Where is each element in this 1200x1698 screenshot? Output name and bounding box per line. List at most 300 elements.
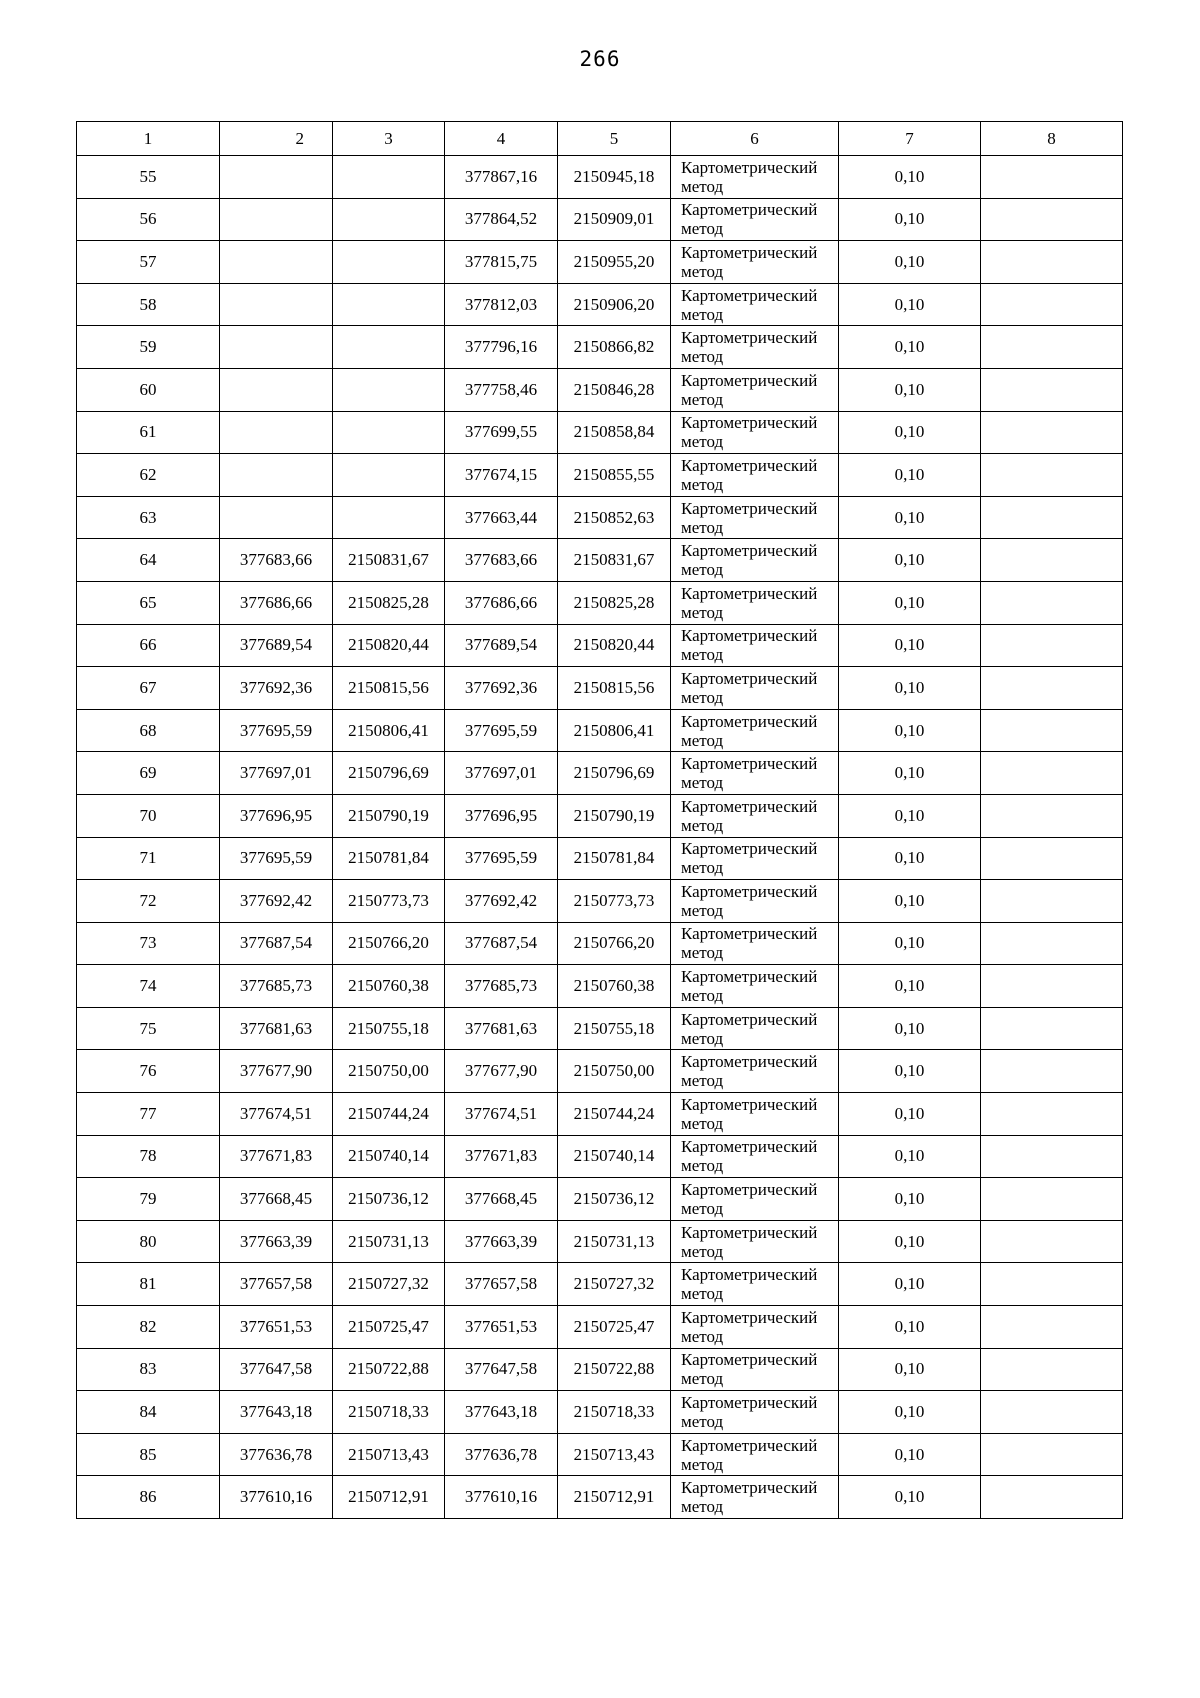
y-new-cell: 2150858,84 [558,411,671,454]
x-old-cell [220,283,333,326]
point-number-cell: 62 [77,454,220,497]
table-row [77,794,1123,837]
y-old-cell: 2150713,43 [333,1433,445,1476]
point-number-cell: 85 [77,1433,220,1476]
note-cell [981,496,1123,539]
point-number-cell: 66 [77,624,220,667]
page-number: 266 [579,47,621,71]
point-number-cell: 67 [77,667,220,710]
y-new-cell: 2150727,32 [558,1263,671,1306]
y-old-cell [333,198,445,241]
point-number-cell: 70 [77,794,220,837]
y-old-cell: 2150712,91 [333,1476,445,1519]
note-cell [981,411,1123,454]
y-old-cell: 2150718,33 [333,1391,445,1434]
y-old-cell [333,241,445,284]
y-old-cell: 2150731,13 [333,1220,445,1263]
method-cell: Картометрический метод [671,1050,839,1093]
x-new-cell: 377815,75 [445,241,558,284]
x-old-cell: 377636,78 [220,1433,333,1476]
point-number-cell: 71 [77,837,220,880]
method-cell: Картометрический метод [671,1093,839,1136]
table-row [77,1348,1123,1391]
point-number-cell: 72 [77,880,220,923]
accuracy-cell: 0,10 [839,241,981,284]
point-number-cell: 86 [77,1476,220,1519]
y-old-cell [333,156,445,199]
method-cell: Картометрический метод [671,454,839,497]
y-old-cell: 2150722,88 [333,1348,445,1391]
x-old-cell: 377685,73 [220,965,333,1008]
y-old-cell: 2150750,00 [333,1050,445,1093]
y-old-cell: 2150744,24 [333,1093,445,1136]
point-number-cell: 78 [77,1135,220,1178]
point-number-cell: 55 [77,156,220,199]
note-cell [981,1476,1123,1519]
accuracy-cell: 0,10 [839,965,981,1008]
x-new-cell: 377695,59 [445,837,558,880]
x-old-cell [220,454,333,497]
coordinates-table [76,121,1123,1519]
note-cell [981,965,1123,1008]
table-row [77,965,1123,1008]
column-header: 2 [220,122,333,156]
point-number-cell: 56 [77,198,220,241]
x-new-cell: 377696,95 [445,794,558,837]
table-row [77,1007,1123,1050]
column-header: 7 [839,122,981,156]
column-header: 3 [333,122,445,156]
table-row [77,1391,1123,1434]
method-cell: Картометрический метод [671,1476,839,1519]
x-old-cell [220,411,333,454]
accuracy-cell: 0,10 [839,667,981,710]
method-cell: Картометрический метод [671,283,839,326]
table-row [77,539,1123,582]
x-new-cell: 377692,36 [445,667,558,710]
point-number-cell: 79 [77,1178,220,1221]
y-new-cell: 2150736,12 [558,1178,671,1221]
accuracy-cell: 0,10 [839,368,981,411]
note-cell [981,581,1123,624]
table-row [77,709,1123,752]
method-cell: Картометрический метод [671,241,839,284]
accuracy-cell: 0,10 [839,1263,981,1306]
note-cell [981,1135,1123,1178]
y-old-cell: 2150773,73 [333,880,445,923]
note-cell [981,624,1123,667]
note-cell [981,368,1123,411]
y-old-cell: 2150755,18 [333,1007,445,1050]
method-cell: Картометрический метод [671,922,839,965]
y-new-cell: 2150773,73 [558,880,671,923]
y-new-cell: 2150909,01 [558,198,671,241]
y-new-cell: 2150755,18 [558,1007,671,1050]
table-row [77,1178,1123,1221]
point-number-cell: 58 [77,283,220,326]
y-new-cell: 2150820,44 [558,624,671,667]
accuracy-cell: 0,10 [839,581,981,624]
x-new-cell: 377687,54 [445,922,558,965]
point-number-cell: 75 [77,1007,220,1050]
x-old-cell [220,496,333,539]
y-old-cell: 2150781,84 [333,837,445,880]
y-new-cell: 2150790,19 [558,794,671,837]
accuracy-cell: 0,10 [839,1178,981,1221]
y-new-cell: 2150725,47 [558,1306,671,1349]
note-cell [981,283,1123,326]
note-cell [981,794,1123,837]
method-cell: Картометрический метод [671,880,839,923]
note-cell [981,880,1123,923]
note-cell [981,326,1123,369]
x-new-cell: 377867,16 [445,156,558,199]
y-new-cell: 2150766,20 [558,922,671,965]
table-row [77,837,1123,880]
y-old-cell: 2150820,44 [333,624,445,667]
x-new-cell: 377674,51 [445,1093,558,1136]
method-cell: Картометрический метод [671,1007,839,1050]
table-row [77,283,1123,326]
x-old-cell [220,156,333,199]
note-cell [981,1178,1123,1221]
accuracy-cell: 0,10 [839,156,981,199]
accuracy-cell: 0,10 [839,922,981,965]
note-cell [981,1348,1123,1391]
x-old-cell: 377671,83 [220,1135,333,1178]
method-cell: Картометрический метод [671,965,839,1008]
x-new-cell: 377668,45 [445,1178,558,1221]
x-old-cell: 377668,45 [220,1178,333,1221]
x-old-cell: 377677,90 [220,1050,333,1093]
y-old-cell: 2150796,69 [333,752,445,795]
column-header: 5 [558,122,671,156]
note-cell [981,837,1123,880]
y-new-cell: 2150855,55 [558,454,671,497]
point-number-cell: 80 [77,1220,220,1263]
x-new-cell: 377796,16 [445,326,558,369]
accuracy-cell: 0,10 [839,496,981,539]
x-old-cell: 377695,59 [220,709,333,752]
table-row [77,411,1123,454]
y-old-cell [333,454,445,497]
accuracy-cell: 0,10 [839,411,981,454]
note-cell [981,198,1123,241]
accuracy-cell: 0,10 [839,1306,981,1349]
x-new-cell: 377683,66 [445,539,558,582]
table-row [77,922,1123,965]
x-old-cell: 377692,42 [220,880,333,923]
x-old-cell: 377674,51 [220,1093,333,1136]
method-cell: Картометрический метод [671,667,839,710]
table-row [77,752,1123,795]
point-number-cell: 57 [77,241,220,284]
table-row [77,326,1123,369]
note-cell [981,1050,1123,1093]
x-old-cell [220,198,333,241]
point-number-cell: 76 [77,1050,220,1093]
x-new-cell: 377864,52 [445,198,558,241]
x-new-cell: 377758,46 [445,368,558,411]
accuracy-cell: 0,10 [839,1093,981,1136]
y-old-cell: 2150760,38 [333,965,445,1008]
y-new-cell: 2150722,88 [558,1348,671,1391]
accuracy-cell: 0,10 [839,539,981,582]
table-row [77,1433,1123,1476]
accuracy-cell: 0,10 [839,624,981,667]
y-old-cell [333,496,445,539]
x-new-cell: 377695,59 [445,709,558,752]
note-cell [981,1433,1123,1476]
y-old-cell: 2150727,32 [333,1263,445,1306]
point-number-cell: 83 [77,1348,220,1391]
table-row [77,454,1123,497]
x-new-cell: 377657,58 [445,1263,558,1306]
note-cell [981,922,1123,965]
method-cell: Картометрический метод [671,581,839,624]
table-row [77,241,1123,284]
y-old-cell: 2150825,28 [333,581,445,624]
y-new-cell: 2150866,82 [558,326,671,369]
note-cell [981,752,1123,795]
point-number-cell: 84 [77,1391,220,1434]
point-number-cell: 64 [77,539,220,582]
x-new-cell: 377636,78 [445,1433,558,1476]
y-new-cell: 2150750,00 [558,1050,671,1093]
y-old-cell [333,326,445,369]
x-old-cell: 377692,36 [220,667,333,710]
note-cell [981,1306,1123,1349]
method-cell: Картометрический метод [671,1391,839,1434]
table-row [77,156,1123,199]
x-new-cell: 377651,53 [445,1306,558,1349]
table-row [77,581,1123,624]
y-new-cell: 2150796,69 [558,752,671,795]
x-new-cell: 377699,55 [445,411,558,454]
x-old-cell: 377643,18 [220,1391,333,1434]
y-new-cell: 2150760,38 [558,965,671,1008]
note-cell [981,454,1123,497]
y-old-cell [333,368,445,411]
method-cell: Картометрический метод [671,496,839,539]
x-new-cell: 377671,83 [445,1135,558,1178]
note-cell [981,1220,1123,1263]
note-cell [981,539,1123,582]
table-row [77,880,1123,923]
method-cell: Картометрический метод [671,1135,839,1178]
y-new-cell: 2150955,20 [558,241,671,284]
x-new-cell: 377686,66 [445,581,558,624]
table-row [77,1476,1123,1519]
method-cell: Картометрический метод [671,368,839,411]
point-number-cell: 65 [77,581,220,624]
method-cell: Картометрический метод [671,1348,839,1391]
table-row [77,1220,1123,1263]
accuracy-cell: 0,10 [839,1220,981,1263]
accuracy-cell: 0,10 [839,1391,981,1434]
y-old-cell: 2150725,47 [333,1306,445,1349]
y-new-cell: 2150945,18 [558,156,671,199]
x-old-cell [220,368,333,411]
x-old-cell: 377681,63 [220,1007,333,1050]
accuracy-cell: 0,10 [839,752,981,795]
accuracy-cell: 0,10 [839,198,981,241]
y-new-cell: 2150906,20 [558,283,671,326]
x-new-cell: 377610,16 [445,1476,558,1519]
note-cell [981,1263,1123,1306]
x-old-cell: 377683,66 [220,539,333,582]
x-new-cell: 377663,44 [445,496,558,539]
accuracy-cell: 0,10 [839,326,981,369]
y-new-cell: 2150831,67 [558,539,671,582]
y-new-cell: 2150712,91 [558,1476,671,1519]
x-old-cell: 377663,39 [220,1220,333,1263]
method-cell: Картометрический метод [671,411,839,454]
method-cell: Картометрический метод [671,794,839,837]
point-number-cell: 74 [77,965,220,1008]
table-row [77,198,1123,241]
method-cell: Картометрический метод [671,198,839,241]
y-new-cell: 2150731,13 [558,1220,671,1263]
x-new-cell: 377685,73 [445,965,558,1008]
column-header: 4 [445,122,558,156]
point-number-cell: 59 [77,326,220,369]
y-old-cell: 2150790,19 [333,794,445,837]
x-old-cell: 377695,59 [220,837,333,880]
method-cell: Картометрический метод [671,539,839,582]
y-new-cell: 2150852,63 [558,496,671,539]
x-old-cell: 377651,53 [220,1306,333,1349]
table-row [77,1263,1123,1306]
method-cell: Картометрический метод [671,1433,839,1476]
x-old-cell: 377697,01 [220,752,333,795]
column-header: 8 [981,122,1123,156]
table-row [77,496,1123,539]
table-row [77,624,1123,667]
accuracy-cell: 0,10 [839,837,981,880]
accuracy-cell: 0,10 [839,1433,981,1476]
note-cell [981,1391,1123,1434]
accuracy-cell: 0,10 [839,880,981,923]
method-cell: Картометрический метод [671,624,839,667]
method-cell: Картометрический метод [671,1220,839,1263]
table-body [77,156,1123,1519]
x-old-cell: 377657,58 [220,1263,333,1306]
x-new-cell: 377674,15 [445,454,558,497]
y-new-cell: 2150744,24 [558,1093,671,1136]
accuracy-cell: 0,10 [839,1476,981,1519]
note-cell [981,1007,1123,1050]
accuracy-cell: 0,10 [839,283,981,326]
x-old-cell [220,326,333,369]
x-old-cell: 377687,54 [220,922,333,965]
table-row [77,1306,1123,1349]
y-new-cell: 2150781,84 [558,837,671,880]
x-old-cell: 377610,16 [220,1476,333,1519]
y-old-cell [333,283,445,326]
point-number-cell: 81 [77,1263,220,1306]
table-row [77,1050,1123,1093]
y-new-cell: 2150713,43 [558,1433,671,1476]
y-old-cell: 2150815,56 [333,667,445,710]
note-cell [981,709,1123,752]
table-row [77,1135,1123,1178]
note-cell [981,241,1123,284]
y-new-cell: 2150825,28 [558,581,671,624]
accuracy-cell: 0,10 [839,1348,981,1391]
x-new-cell: 377681,63 [445,1007,558,1050]
y-new-cell: 2150806,41 [558,709,671,752]
accuracy-cell: 0,10 [839,1135,981,1178]
method-cell: Картометрический метод [671,837,839,880]
y-old-cell: 2150736,12 [333,1178,445,1221]
x-new-cell: 377692,42 [445,880,558,923]
method-cell: Картометрический метод [671,709,839,752]
y-old-cell: 2150740,14 [333,1135,445,1178]
method-cell: Картометрический метод [671,1306,839,1349]
x-new-cell: 377812,03 [445,283,558,326]
x-new-cell: 377643,18 [445,1391,558,1434]
point-number-cell: 69 [77,752,220,795]
y-new-cell: 2150740,14 [558,1135,671,1178]
accuracy-cell: 0,10 [839,1050,981,1093]
y-old-cell: 2150766,20 [333,922,445,965]
method-cell: Картометрический метод [671,1178,839,1221]
accuracy-cell: 0,10 [839,1007,981,1050]
note-cell [981,1093,1123,1136]
y-old-cell [333,411,445,454]
y-new-cell: 2150846,28 [558,368,671,411]
point-number-cell: 73 [77,922,220,965]
note-cell [981,667,1123,710]
x-new-cell: 377689,54 [445,624,558,667]
x-old-cell: 377696,95 [220,794,333,837]
method-cell: Картометрический метод [671,752,839,795]
method-cell: Картометрический метод [671,1263,839,1306]
x-new-cell: 377663,39 [445,1220,558,1263]
point-number-cell: 61 [77,411,220,454]
y-old-cell: 2150831,67 [333,539,445,582]
accuracy-cell: 0,10 [839,454,981,497]
table-header-row [77,122,1123,156]
point-number-cell: 77 [77,1093,220,1136]
x-old-cell [220,241,333,284]
point-number-cell: 68 [77,709,220,752]
table-row [77,667,1123,710]
x-old-cell: 377686,66 [220,581,333,624]
point-number-cell: 63 [77,496,220,539]
table-row [77,368,1123,411]
note-cell [981,156,1123,199]
x-new-cell: 377647,58 [445,1348,558,1391]
accuracy-cell: 0,10 [839,709,981,752]
column-header: 6 [671,122,839,156]
x-old-cell: 377689,54 [220,624,333,667]
point-number-cell: 60 [77,368,220,411]
method-cell: Картометрический метод [671,156,839,199]
method-cell: Картометрический метод [671,326,839,369]
x-old-cell: 377647,58 [220,1348,333,1391]
table-row [77,1093,1123,1136]
y-old-cell: 2150806,41 [333,709,445,752]
x-new-cell: 377677,90 [445,1050,558,1093]
column-header: 1 [77,122,220,156]
y-new-cell: 2150718,33 [558,1391,671,1434]
point-number-cell: 82 [77,1306,220,1349]
accuracy-cell: 0,10 [839,794,981,837]
x-new-cell: 377697,01 [445,752,558,795]
y-new-cell: 2150815,56 [558,667,671,710]
